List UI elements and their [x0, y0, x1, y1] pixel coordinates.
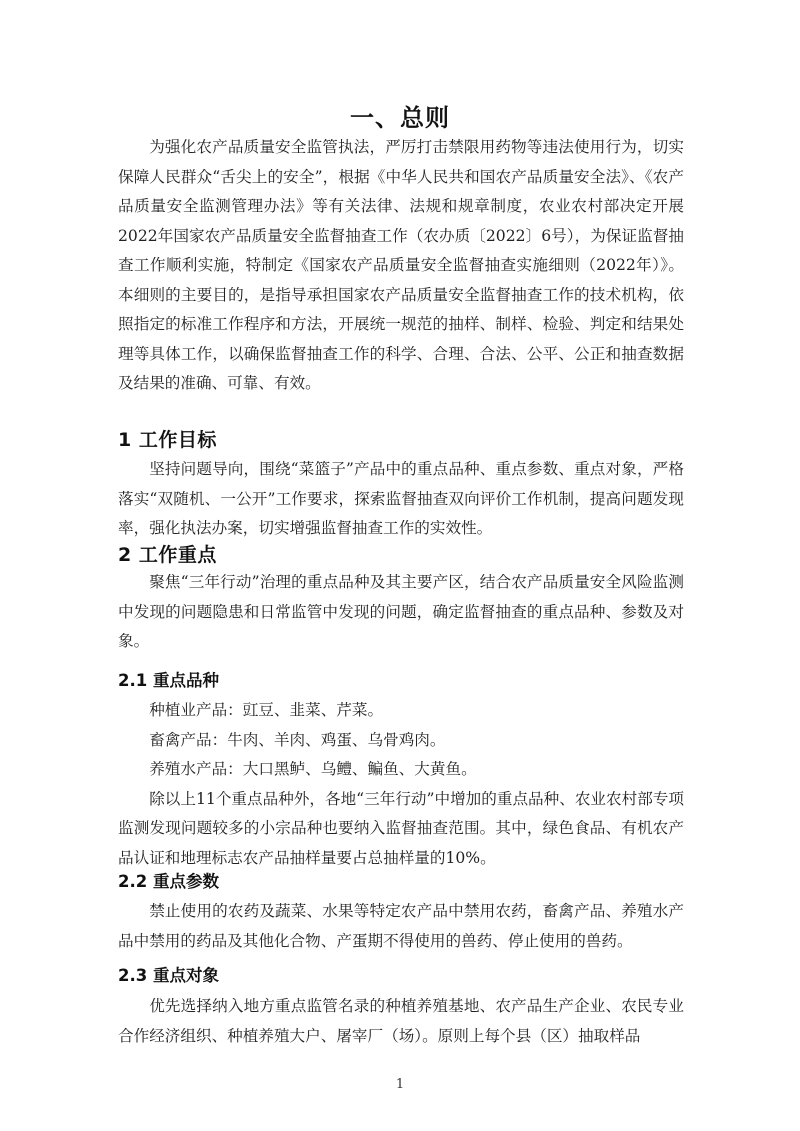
section-2-block: [118, 568, 684, 657]
section-2-1-paragraph: 除以上11个重点品种外，各地“三年行动”中增加的重点品种、农业农村部专项监测发现问题较多的小宗品种也要纳入监督抽查范围。其中，绿色食品、有机农产品认证和地理标志农产品抽样量要占总抽样量的10%。: [118, 789, 684, 867]
section-2-paragraph: 聚焦“三年行动”治理的重点品种及其主要产区，结合农产品质量安全风险监测中发现的问题隐患和日常监管中发现的问题，确定监督抽查的重点品种、参数及对象。: [118, 573, 684, 650]
section-2-3-block: [118, 992, 684, 1051]
key-variety-item: 种植业产品：豇豆、韭菜、芹菜。: [149, 701, 384, 719]
page-number: 1: [395, 1077, 405, 1092]
section-2-2-heading: 2.2 重点参数: [118, 872, 219, 891]
section-2-2-block: [118, 897, 684, 956]
section-2-3-paragraph: 优先选择纳入地方重点监管名录的种植养殖基地、农产品生产企业、农民专业合作经济组织、种植养殖大户、屠宰厂（场）。原则上每个县（区）抽取样品: [118, 997, 684, 1045]
section-1-paragraph: 坚持问题导向，围绕“菜篮子”产品中的重点品种、重点参数、重点对象，严格落实“双随机、一公开”工作要求，探索监督抽查双向评价工作机制，提高问题发现率，强化执法办案，切实增强监督抽查工作的实效性。: [118, 460, 684, 537]
section-2-1-heading: 2.1 重点品种: [118, 671, 219, 690]
section-2-1-block: [118, 696, 684, 873]
section-2-3-heading: 2.3 重点对象: [118, 966, 219, 985]
key-variety-item: 畜禽产品：牛肉、羊肉、鸡蛋、乌骨鸡肉。: [149, 730, 446, 749]
intro-block: [118, 133, 684, 399]
section-2-2-paragraph: 禁止使用的农药及蔬菜、水果等特定农产品中禁用农药，畜禽产品、养殖水产品中禁用的药品及其他化合物、产蛋期不得使用的兽药、停止使用的兽药。: [118, 902, 684, 950]
intro-paragraph: 为强化农产品质量安全监管执法，严厉打击禁限用药物等违法使用行为，切实保障人民群众“舌尖上的安全”，根据《中华人民共和国农产品质量安全法》、《农产品质量安全监测管理办法》等有关法律、法规和规章制度，农业农村部决定开展2022年国家农产品质量安全监督抽查工作（农办质〔2022〕6号），为保证监督抽查工作顺利实施，特制定《国家农产品质量安全监督抽查实施细则（2022年）》。本细则的主要目的，是指导承担国家农产品质量安全监督抽查工作的技术机构，依照指定的标准工作程序和方法，开展统一规范的抽样、制样、检验、判定和结果处理等具体工作，以确保监督抽查工作的科学、合理、合法、公平、公正和抽查数据及结果的准确、可靠、有效。: [118, 138, 684, 392]
page-title: 一、总则: [350, 104, 450, 132]
section-1-block: [118, 455, 684, 544]
section-2-heading: 2 工作重点: [118, 544, 217, 566]
section-1-heading: 1 工作目标: [118, 429, 217, 451]
key-variety-item: 养殖水产品：大口黑鲈、乌鳢、鳊鱼、大黄鱼。: [149, 760, 477, 778]
